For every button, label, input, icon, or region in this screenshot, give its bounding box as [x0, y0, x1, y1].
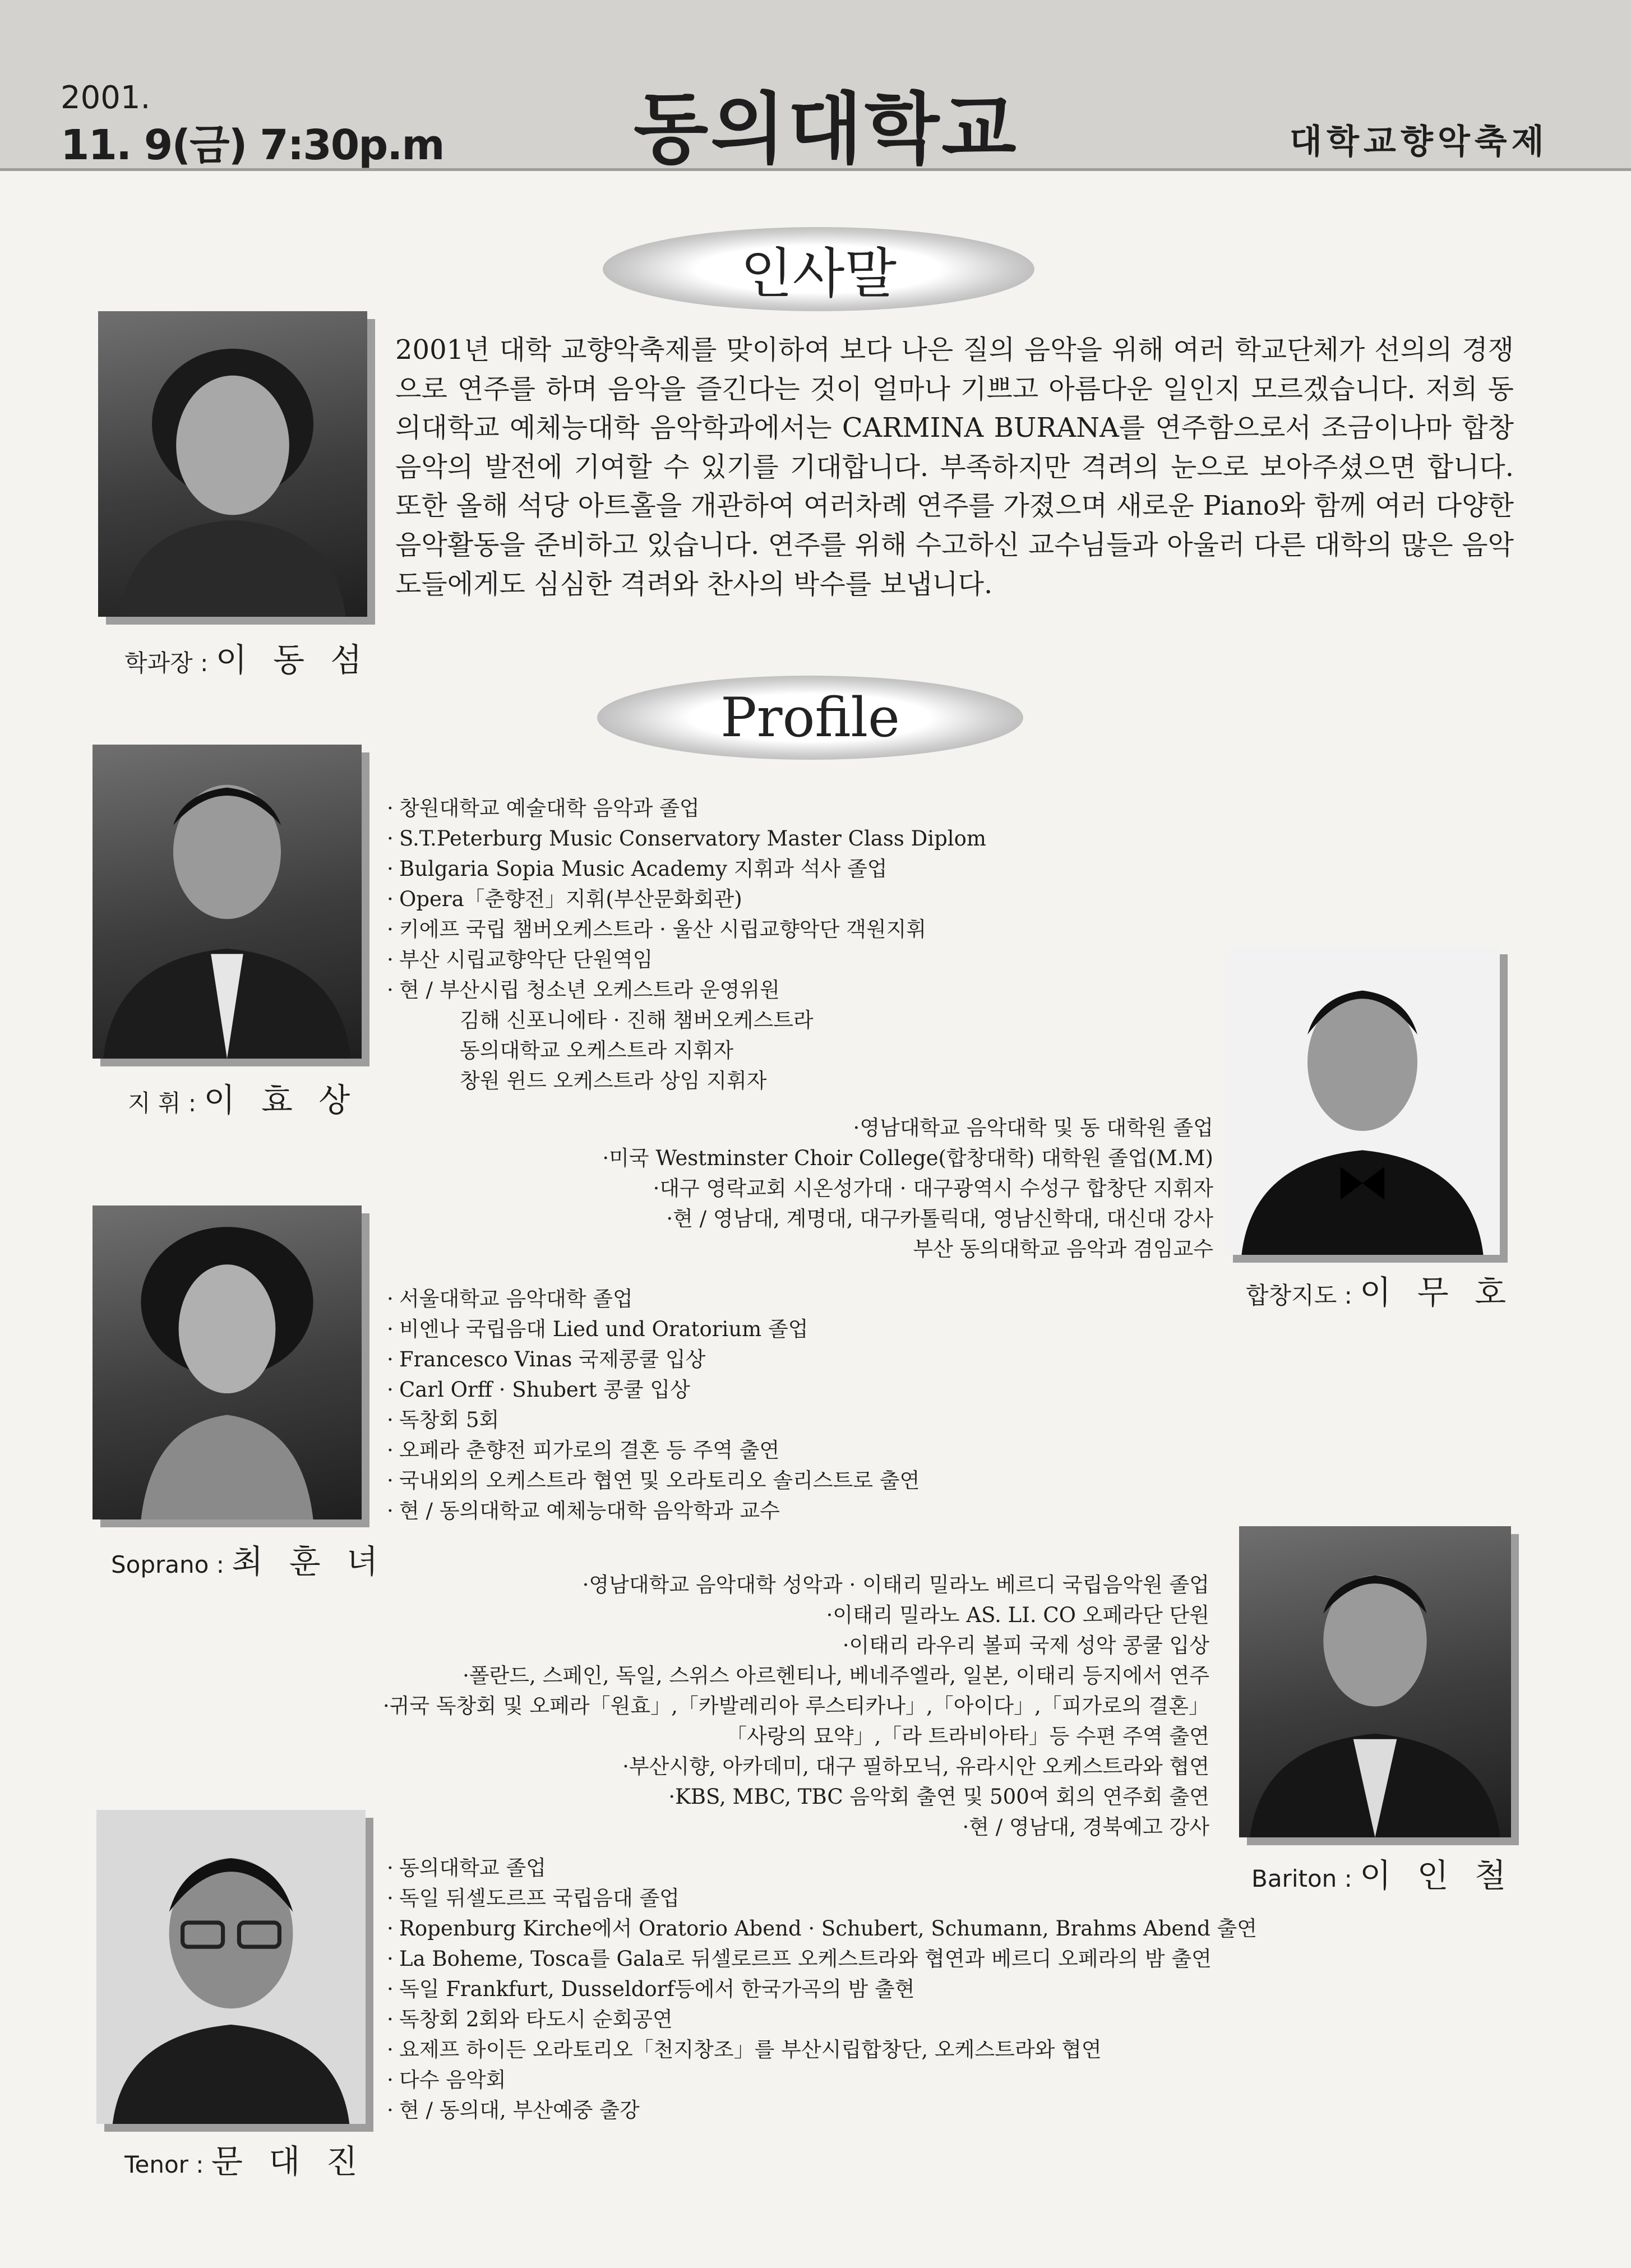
- portrait-silhouette-icon: [96, 1810, 366, 2124]
- list-item: · 서울대학교 음악대학 졸업: [387, 1284, 920, 1314]
- dean-photo: [98, 311, 367, 617]
- bariton-caption: [1251, 1849, 1514, 1896]
- greeting-heading: 인사말: [740, 242, 897, 305]
- list-item: · 키에프 국립 챔버오케스트라 · 울산 시립교향악단 객원지휘: [387, 914, 986, 945]
- list-item: · Opera「춘향전」지휘(부산문화회관): [387, 884, 986, 914]
- list-item: · Carl Orff · Shubert 콩쿨 입상: [387, 1375, 920, 1405]
- portrait-silhouette-icon: [1225, 946, 1500, 1255]
- list-item: · 폴란드, 스페인, 독일, 스위스 아르헨티나, 베네주엘라, 일본, 이태리 등지에서 연주: [377, 1661, 1209, 1691]
- caption-name: 이 인 철: [1360, 1856, 1514, 1895]
- conductor-bio: [387, 793, 986, 1096]
- list-item: · 동의대학교 졸업: [387, 1853, 1257, 1883]
- list-item: · 독창회 2회와 타도시 순회공연: [387, 2004, 1257, 2035]
- list-item: · 국내외의 오케스트라 협연 및 오라토리오 솔리스트로 출연: [387, 1466, 920, 1496]
- list-item: · KBS, MBC, TBC 음악회 출연 및 500여 회의 연주회 출연: [377, 1782, 1209, 1812]
- portrait-silhouette-icon: [98, 311, 367, 617]
- tenor-photo: [96, 1810, 366, 2124]
- profile-heading-badge: [597, 676, 1023, 760]
- list-item: · 현 / 동의대학교 예체능대학 음악학과 교수: [387, 1496, 920, 1526]
- list-item: · 창원대학교 예술대학 음악과 졸업: [387, 793, 986, 824]
- caption-role: 합창지도 :: [1246, 1282, 1352, 1309]
- list-item: · 오페라 춘향전 피가로의 결혼 등 주역 출연: [387, 1435, 920, 1466]
- dean-caption: [124, 634, 370, 681]
- list-item: · 부산시향, 아카데미, 대구 필하모닉, 유라시안 오케스트라와 협연: [377, 1752, 1209, 1782]
- caption-name: 문 대 진: [211, 2142, 366, 2181]
- concert-year: 2001.: [61, 80, 151, 116]
- caption-role: 학과장 :: [124, 649, 209, 677]
- list-item: · 영남대학교 음악대학 성악과 · 이태리 밀라노 베르디 국립음악원 졸업: [377, 1570, 1209, 1600]
- caption-name: 최 훈 녀: [232, 1542, 386, 1581]
- list-item: · 귀국 독창회 및 오페라「원효」,「카발레리아 루스티카나」,「아이다」,「피가로의 결혼」: [377, 1691, 1209, 1721]
- list-item: · 현 / 동의대, 부산예중 출강: [387, 2095, 1257, 2126]
- soprano-photo: [93, 1205, 362, 1519]
- university-title: 동의대학교: [634, 84, 1019, 174]
- greeting-heading-badge: [603, 227, 1034, 311]
- portrait-silhouette-icon: [93, 745, 362, 1059]
- caption-role: Tenor :: [124, 2151, 204, 2178]
- profile-heading: Profile: [720, 686, 900, 749]
- list-item: · 독일 뒤셀도르프 국립음대 졸업: [387, 1883, 1257, 1914]
- list-item: 김해 신포니에타 · 진해 챔버오케스트라: [460, 1008, 814, 1032]
- chorus-director-bio: [597, 1113, 1213, 1264]
- soprano-caption: [111, 1535, 386, 1582]
- tenor-caption: [124, 2135, 366, 2182]
- bariton-photo: [1239, 1526, 1511, 1837]
- list-item: · 현 / 영남대, 계명대, 대구카톨릭대, 영남신학대, 대신대 강사: [597, 1204, 1213, 1234]
- list-item: · 이태리 라우리 볼피 국제 성악 콩쿨 입상: [377, 1630, 1209, 1661]
- conductor-caption: [128, 1074, 358, 1121]
- list-item: · 비엔나 국립음대 Lied und Oratorium 졸업: [387, 1314, 920, 1345]
- concert-date-time: 11. 9(금) 7:30p.m: [61, 121, 444, 169]
- greeting-message: 2001년 대학 교향악축제를 맞이하여 보다 나은 질의 음악을 위해 여러 학교단체가 선의의 경쟁으로 연주를 하며 음악을 즐긴다는 것이 얼마나 기쁘고 아름다운 일인지 모르겠습니다. 저희 동의대학교 예체능대학 음악학과에서는 CARMINA BURANA를 연주함으로서 조금이나마 합창음악의 발전에 기여할 수 있기를 기대합니다. 부족하지만 격려의 눈으로 보아주셨으면 합니다. 또한 올해 석당 아트홀을 개관하여 여러차례 연주를 가졌으며 새로운 Piano와 함께 여러 다양한 음악활동을 준비하고 있습니다. 연주를 위해 수고하신 교수님들과 아울러 다른 대학의 많은 음악도들에게도 심심한 격려와 찬사의 박수를 보냅니다.: [395, 334, 1514, 600]
- caption-name: 이 동 섬: [215, 641, 370, 679]
- portrait-silhouette-icon: [93, 1205, 362, 1519]
- list-item: 동의대학교 오케스트라 지휘자: [460, 1038, 734, 1063]
- list-item: · 미국 Westminster Choir College(합창대학) 대학원 졸업(M.M): [597, 1143, 1213, 1174]
- list-item: · Francesco Vinas 국제콩쿨 입상: [387, 1345, 920, 1375]
- chorus-director-caption: [1246, 1266, 1514, 1313]
- list-item: · Ropenburg Kirche에서 Oratorio Abend · Schubert, Schumann, Brahms Abend 출연: [387, 1914, 1257, 1944]
- list-item: · 요제프 하이든 오라토리오「천지창조」를 부산시립합창단, 오케스트라와 협연: [387, 2035, 1257, 2065]
- list-item: · 현 / 부산시립 청소년 오케스트라 운영위원: [387, 975, 986, 1005]
- festival-name: 대학교향악축제: [1290, 122, 1549, 161]
- list-item: · 영남대학교 음악대학 및 동 대학원 졸업: [597, 1113, 1213, 1143]
- soprano-bio: [387, 1284, 920, 1526]
- conductor-photo: [93, 745, 362, 1059]
- caption-role: 지 휘 :: [128, 1089, 196, 1117]
- list-item: · 독일 Frankfurt, Dusseldorf등에서 한국가곡의 밤 출현: [387, 1974, 1257, 2004]
- list-item: · Bulgaria Sopia Music Academy 지휘과 석사 졸업: [387, 854, 986, 884]
- tenor-bio: [387, 1853, 1257, 2126]
- list-item: · 부산 시립교향악단 단원역임: [387, 945, 986, 975]
- list-item: · 다수 음악회: [387, 2065, 1257, 2095]
- list-item: · S.T.Peterburg Music Conservatory Master Class Diplom: [387, 824, 986, 854]
- portrait-silhouette-icon: [1239, 1526, 1511, 1837]
- caption-role: Soprano :: [111, 1551, 224, 1578]
- list-item: · 현 / 영남대, 경북예고 강사: [377, 1812, 1209, 1842]
- list-item: · La Boheme, Tosca를 Gala로 뒤셀로르프 오케스트라와 협연과 베르디 오페라의 밤 출연: [387, 1944, 1257, 1974]
- list-item: 창원 윈드 오케스트라 상임 지휘자: [460, 1069, 767, 1093]
- header-band: [0, 0, 1631, 174]
- list-item: · 독창회 5회: [387, 1405, 920, 1435]
- list-item: 「사랑의 묘약」,「라 트라비아타」등 수편 주역 출연: [726, 1724, 1209, 1748]
- caption-role: Bariton :: [1251, 1865, 1352, 1892]
- bariton-bio: [377, 1570, 1209, 1842]
- list-item: 부산 동의대학교 음악과 겸임교수: [913, 1237, 1213, 1261]
- list-item: · 대구 영락교회 시온성가대 · 대구광역시 수성구 합창단 지휘자: [597, 1174, 1213, 1204]
- chorus-director-photo: [1225, 946, 1500, 1255]
- caption-name: 이 무 호: [1360, 1273, 1514, 1311]
- list-item: · 이태리 밀라노 AS. LI. CO 오페라단 단원: [377, 1600, 1209, 1630]
- caption-name: 이 효 상: [204, 1081, 358, 1119]
